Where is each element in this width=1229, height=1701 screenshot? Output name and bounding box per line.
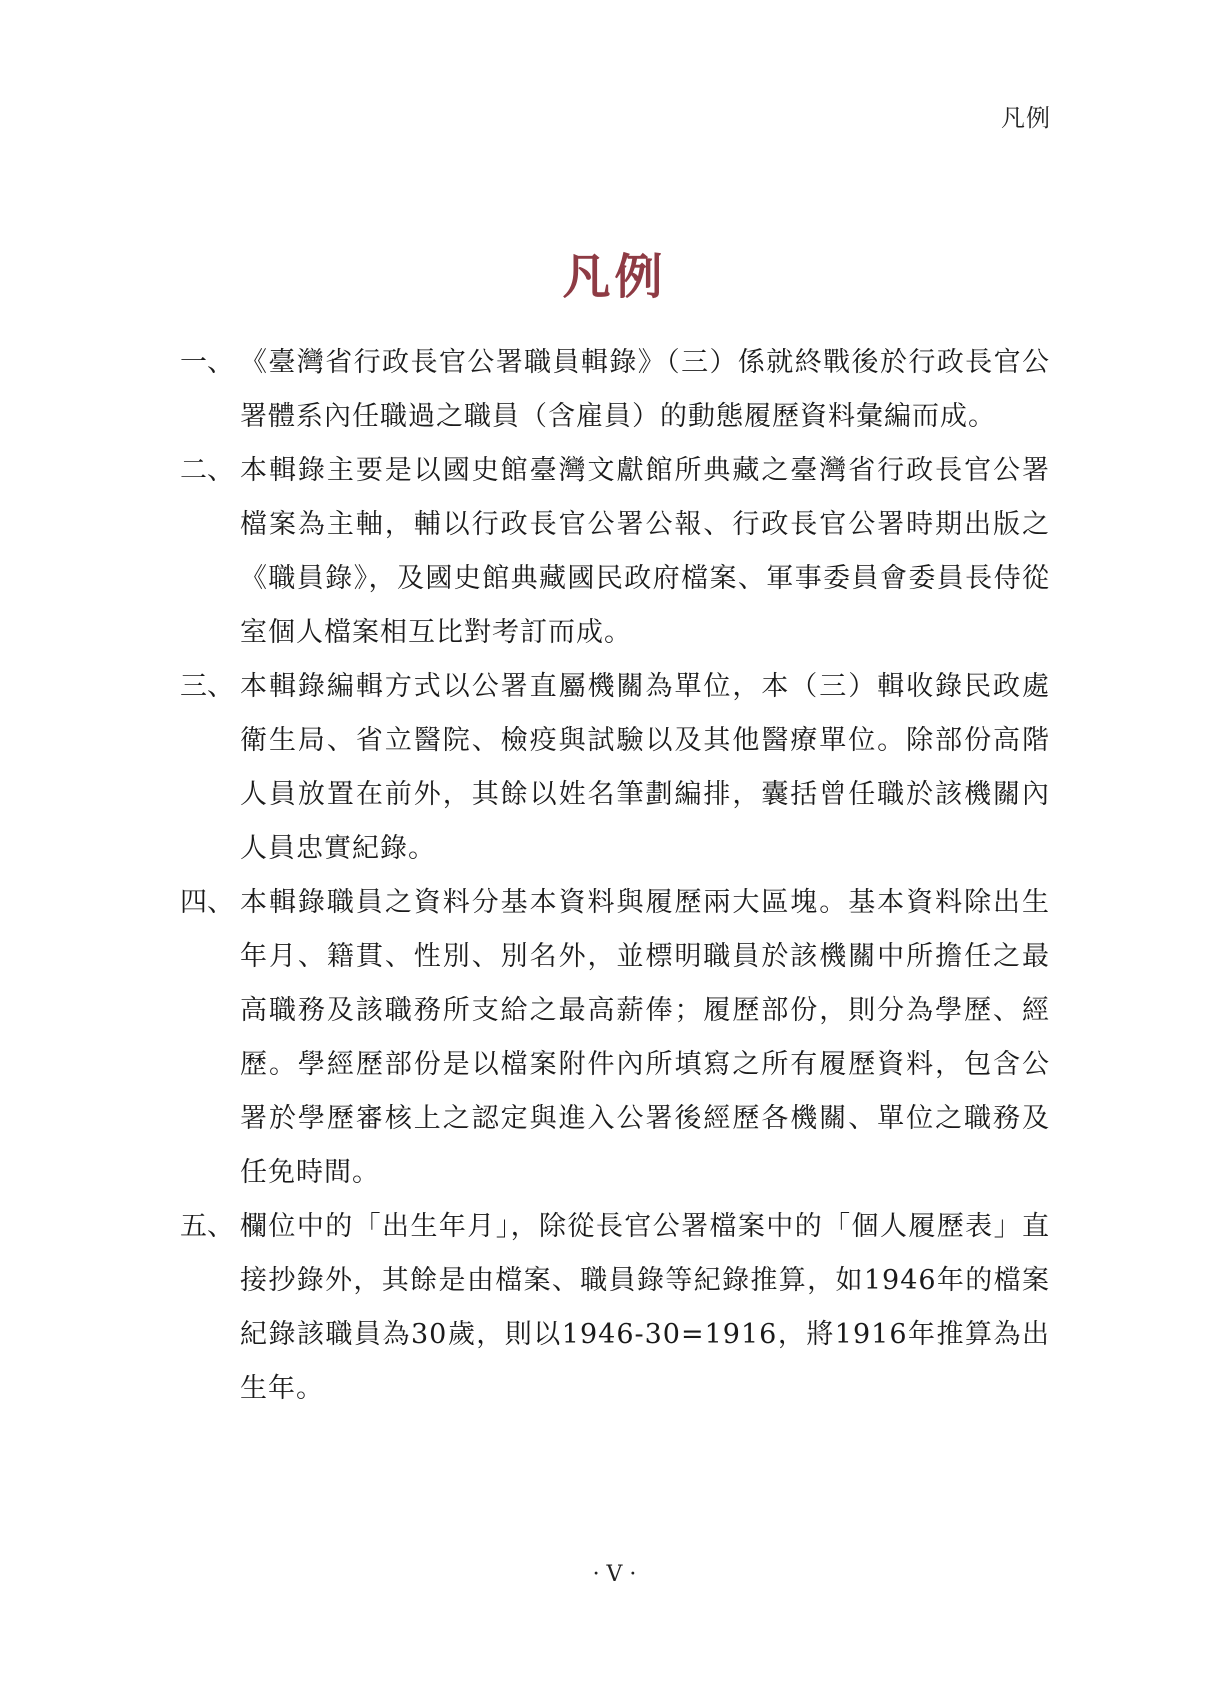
rule-text: 本輯錄主要是以國史館臺灣文獻館所典藏之臺灣省行政長官公署檔案為主軸，輔以行政長官公署公報、行政長官公署時期出版之《職員錄》，及國史館典藏國民政府檔案、軍事委員會委員長侍從室個人檔案相互比對考訂而成。 [240,455,1050,648]
page-title: 凡例 [562,249,667,305]
rule-text: 本輯錄職員之資料分基本資料與履歷兩大區塊。基本資料除出生年月、籍貫、性別、別名外，並標明職員於該機關中所擔任之最高職務及該職務所支給之最高薪俸；履歷部份，則分為學歷、經歷。學經歷部份是以檔案附件內所填寫之所有履歷資料，包含公署於學歷審核上之認定與進入公署後經歷各機關、單位之職務及任免時間。 [240,887,1050,1188]
rule-text: 本輯錄編輯方式以公署直屬機關為單位，本（三）輯收錄民政處衛生局、省立醫院、檢疫與試驗以及其他醫療單位。除部份高階人員放置在前外，其餘以姓名筆劃編排，囊括曾任職於該機關內人員忠實紀錄。 [240,671,1050,864]
rule-item-3 [180,660,1050,876]
rule-number: 四、 [180,887,234,918]
rule-item-4 [180,876,1050,1200]
rule-number: 一、 [180,347,234,378]
rule-item-2 [180,444,1050,660]
rule-text: 欄位中的「出生年月」，除從長官公署檔案中的「個人履歷表」直接抄錄外，其餘是由檔案、職員錄等紀錄推算，如1946年的檔案紀錄該職員為30歲，則以1946-30=1916，將1916年推算為出生年。 [240,1211,1050,1404]
rules-list [180,336,1050,1416]
rule-number: 二、 [180,455,234,486]
page-number: · V · [592,1562,637,1587]
rule-text: 《臺灣省行政長官公署職員輯錄》（三）係就終戰後於行政長官公署體系內任職過之職員（含雇員）的動態履歷資料彙編而成。 [240,347,1050,432]
rule-number: 五、 [180,1211,234,1242]
running-header: 凡例 [1001,104,1051,132]
rule-item-5 [180,1200,1050,1416]
rule-item-1 [180,336,1050,444]
rule-number: 三、 [180,671,234,702]
